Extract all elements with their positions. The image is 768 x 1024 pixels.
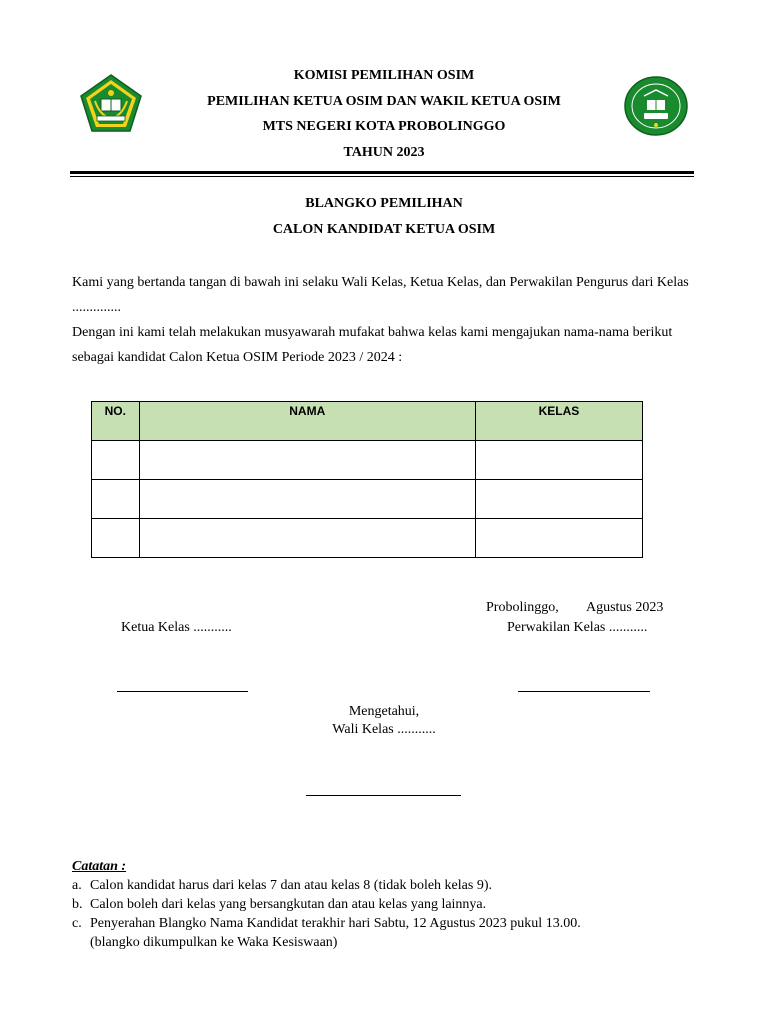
table-cell-nama[interactable] (139, 519, 475, 558)
header-rule-thin (70, 176, 694, 177)
mengetahui-label: Mengetahui, (348, 704, 420, 719)
form-title-line-2: CALON KANDIDAT KETUA OSIM (272, 222, 496, 237)
header-line-3: MTS NEGERI KOTA PROBOLINGGO (262, 119, 506, 134)
ketua-kelas-label: Ketua Kelas ........... (121, 620, 232, 635)
note-text: Calon kandidat harus dari kelas 7 dan atau kelas 8 (tidak boleh kelas 9). (90, 878, 492, 893)
candidate-table (91, 401, 643, 558)
note-letter: a. (72, 878, 82, 893)
note-item (72, 876, 712, 895)
ketua-signature-line (117, 691, 248, 692)
madrasah-seal-icon (624, 76, 688, 136)
header-line-4: TAHUN 2023 (343, 145, 425, 160)
table-cell-nama[interactable] (139, 480, 475, 519)
table-cell-no[interactable] (92, 441, 140, 480)
table-cell-nama[interactable] (139, 441, 475, 480)
perwakilan-signature-line (518, 691, 650, 692)
header-line-2: PEMILIHAN KETUA OSIM DAN WAKIL KETUA OSIM (207, 94, 561, 109)
intro-paragraph: Kami yang bertanda tangan di bawah ini selaku Wali Kelas, Ketua Kelas, dan Perwakilan Pengurus dari Kelas .............. (72, 275, 689, 315)
wali-kelas-label: Wali Kelas ........... (332, 722, 436, 737)
table-cell-kelas[interactable] (475, 519, 642, 558)
column-header-no: NO. (92, 402, 140, 441)
perwakilan-kelas-label: Perwakilan Kelas ........... (507, 620, 648, 635)
table-row (92, 519, 643, 558)
header-line-1: KOMISI PEMILIHAN OSIM (293, 68, 475, 83)
table-row (92, 441, 643, 480)
header-rule-thick (70, 171, 694, 174)
table-cell-no[interactable] (92, 480, 140, 519)
notes-title: Catatan : (72, 859, 127, 874)
kemenag-logo-icon (79, 73, 143, 133)
wali-signature-line (306, 795, 461, 796)
note-text: Calon boleh dari kelas yang bersangkutan dan atau kelas yang lainnya. (90, 897, 487, 912)
table-cell-no[interactable] (92, 519, 140, 558)
note-continuation: (blangko dikumpulkan ke Waka Kesiswaan) (90, 935, 338, 950)
note-text: Penyerahan Blangko Nama Kandidat terakhir hari Sabtu, 12 Agustus 2023 pukul 13.00. (90, 916, 581, 931)
column-header-nama: NAMA (139, 402, 475, 441)
column-header-kelas: KELAS (475, 402, 642, 441)
note-letter: b. (72, 897, 83, 912)
table-cell-kelas[interactable] (475, 480, 642, 519)
notes-section (72, 857, 712, 952)
table-cell-kelas[interactable] (475, 441, 642, 480)
place-date: Probolinggo, Agustus 2023 (486, 600, 664, 615)
table-row (92, 480, 643, 519)
form-title-line-1: BLANGKO PEMILIHAN (305, 196, 463, 211)
note-letter: c. (72, 916, 82, 931)
note-item (72, 895, 712, 914)
note-item (72, 914, 712, 933)
statement-paragraph: Dengan ini kami telah melakukan musyawarah mufakat bahwa kelas kami mengajukan nama-nama berikut sebagai kandidat Calon Ketua OSIM Periode 2023 / 2024 : (72, 325, 673, 365)
